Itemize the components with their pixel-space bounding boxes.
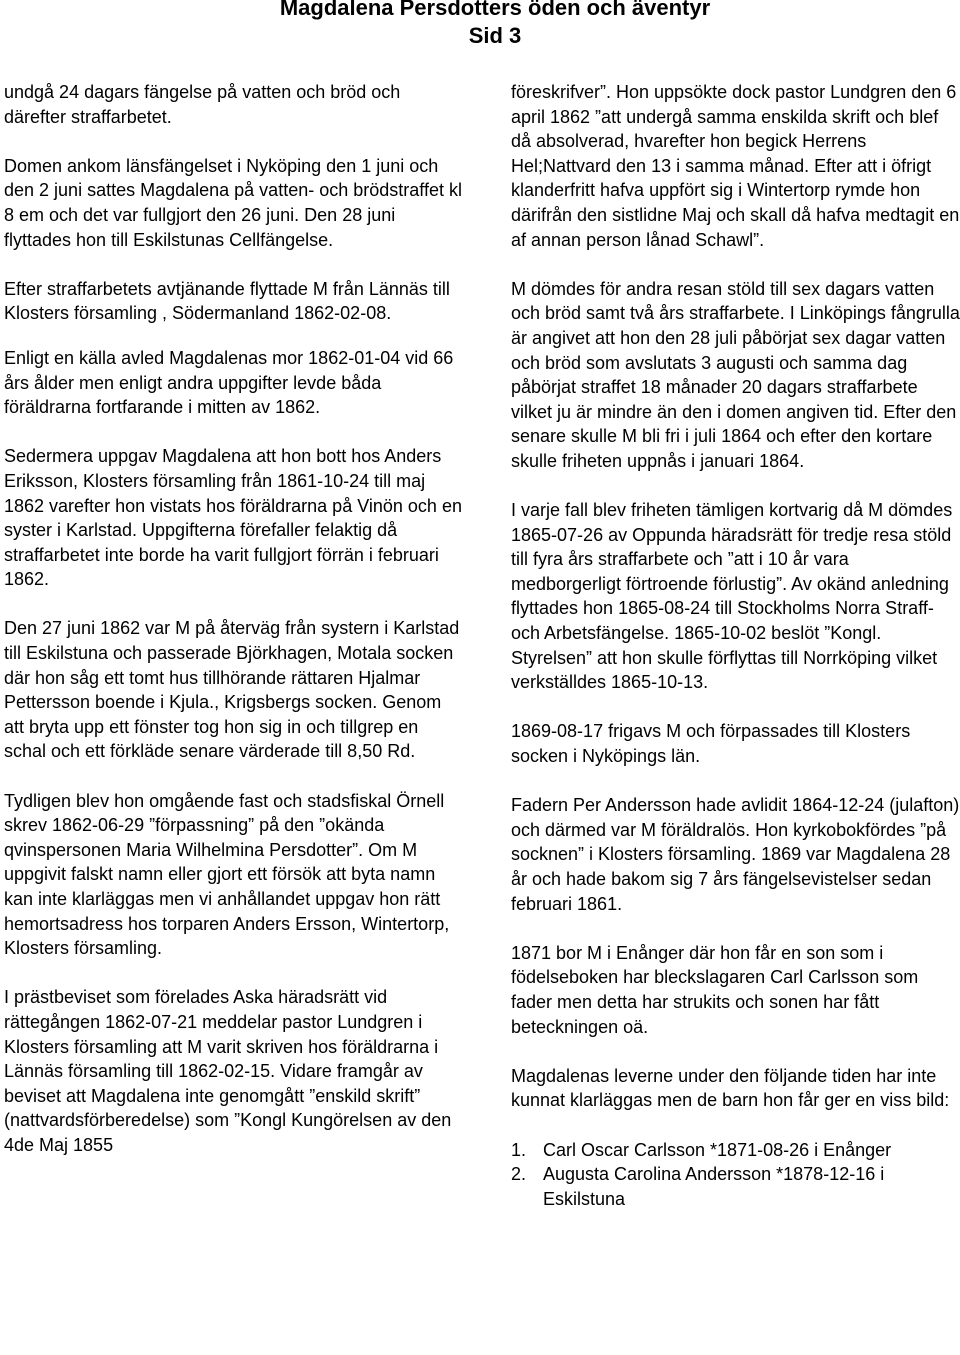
paragraph: Domen ankom länsfängelset i Nyköping den 1 juni och den 2 juni sattes Magdalena på vatten- och brödstraffet kl 8 em och det var fullgjort den 26 juni. Den 28 juni flyttades hon till Eskilstunas Cellfängelse. [4, 155, 462, 250]
children-list [511, 1138, 960, 1212]
paragraph: Den 27 juni 1862 var M på återväg från systern i Karlstad till Eskilstuna och passerade Björkhagen, Motala socken där hon såg ett tomt hus tillhörande rättaren Hjalmar Pettersson boende i Kjula., Krigsbergs socken. Genom att bryta upp ett fönster tog hon sig in och tillgrep en schal och ett förkläde senare värderade till 8,50 Rd. [4, 618, 460, 762]
right-column [511, 80, 960, 1211]
paragraph: Efter straffarbetets avtjänande flyttade M från Lännäs till Klosters församling , Södermanland 1862-02-08. [4, 278, 450, 324]
paragraph: föreskrifver”. Hon uppsökte dock pastor Lundgren den 6 april 1862 ”att undergå samma enskilda skrift och blef då absolverad, hvarefter hon begick Herrens Hel;Nattvard den 13 i samma månad. Efter att i öfrigt klanderfritt hafva uppfört sig i Wintertorp rymde hon därifrån den sistlidne Maj och skall då hafva medtagit en af annan person lånad Schawl”. [511, 82, 960, 250]
list-item [511, 1162, 960, 1211]
paragraph: Fadern Per Andersson hade avlidit 1864-12-24 (julafton) och därmed var M föräldralös. Hon kyrkobokfördes ”på socknen” i Klosters församling. 1869 var Magdalena 28 år och hade bakom sig 7 års fängelsevistelser sedan februari 1861. [511, 795, 960, 914]
paragraph: I varje fall blev friheten tämligen kortvarig då M dömdes 1865-07-26 av Oppunda häradsrätt för tredje resa stöld till fyra års straffarbete och ”att i 10 år vara medborgerligt förtroende förlustig”. Av okänd anledning flyttades hon 1865-08-24 till Stockholms Norra Straff- och Arbetsfängelse. 1865-10-02 beslöt ”Kongl. Styrelsen” att hon skulle förflyttas till Norrköping vilket verkställdes 1865-10-13. [511, 500, 953, 693]
list-item-text: Augusta Carolina Andersson *1878-12-16 i Eskilstuna [543, 1164, 885, 1209]
paragraph: Magdalenas leverne under den följande tiden har inte kunnat klarläggas men de barn hon får ger en viss bild: [511, 1065, 950, 1111]
list-item-number: 2. [511, 1164, 527, 1185]
page-number: Sid 3 [468, 23, 522, 48]
paragraph: 1871 bor M i Enånger där hon får en son som i födelseboken har bleckslagaren Carl Carlsson som fader men detta har strukits och sonen har fått beteckningen oä. [511, 942, 919, 1037]
page-header [0, 0, 960, 50]
paragraph: M dömdes för andra resan stöld till sex dagars vatten och bröd samt två års straffarbete. I Linköpings fångrulla är angivet att hon den 28 juli påbörjat sex dagar vatten och bröd som avslutats 3 augusti och samma dag påbörjat straffet 18 månader 20 dagars straffarbete vilket ju är mindre än den i domen angiven tid. Efter den senare skulle M bli fri i juli 1864 och efter den kortare skulle friheten uppnås i januari 1864. [511, 278, 960, 471]
paragraph: Tydligen blev hon omgående fast och stadsfiskal Örnell skrev 1862-06-29 ”förpassning” på den ”okända qvinspersonen Maria Wilhelmina Persdotter”. Om M uppgivit falskt namn eller gjort ett försök att byta namn kan inte klarläggas men vi anhållandet uppgav hon rätt hemortsadress hos torparen Anders Ersson, Wintertorp, Klosters församling. [4, 790, 450, 959]
left-column [4, 80, 462, 1182]
paragraph: I prästbeviset som förelades Aska häradsrätt vid rättegången 1862-07-21 meddelar pastor Lundgren i Klosters församling att M varit skriven hos föräldrarna i Lännäs församling till 1862-02-15. Vidare framgår av beviset att Magdalena inte genomgått ”enskild skrift” (nattvardsförberedelse) som ”Kongl Kungörelsen av den 4de Maj 1855 [4, 987, 452, 1155]
list-item-number: 1. [511, 1139, 527, 1160]
list-item [511, 1138, 960, 1163]
paragraph: Enligt en källa avled Magdalenas mor 1862-01-04 vid 66 års ålder men enligt andra uppgifter levde båda föräldrarna fortfarande i mitten av 1862. [4, 347, 454, 418]
paragraph: 1869-08-17 frigavs M och förpassades till Klosters socken i Nyköpings län. [511, 721, 911, 767]
paragraph: undgå 24 dagars fängelse på vatten och bröd och därefter straffarbetet. [4, 82, 401, 127]
paragraph: Sedermera uppgav Magdalena att hon bott hos Anders Eriksson, Klosters församling från 1861-10-24 till maj 1862 varefter hon vistats hos föräldrarna på Vinön och en syster i Karlstad. Uppgifterna förefaller felaktig då straffarbetet inte borde ha varit fullgjort förrän i februari 1862. [4, 446, 462, 590]
list-item-text: Carl Oscar Carlsson *1871-08-26 i Enånger [543, 1139, 892, 1160]
document-title: Magdalena Persdotters öden och äventyr [279, 0, 711, 20]
